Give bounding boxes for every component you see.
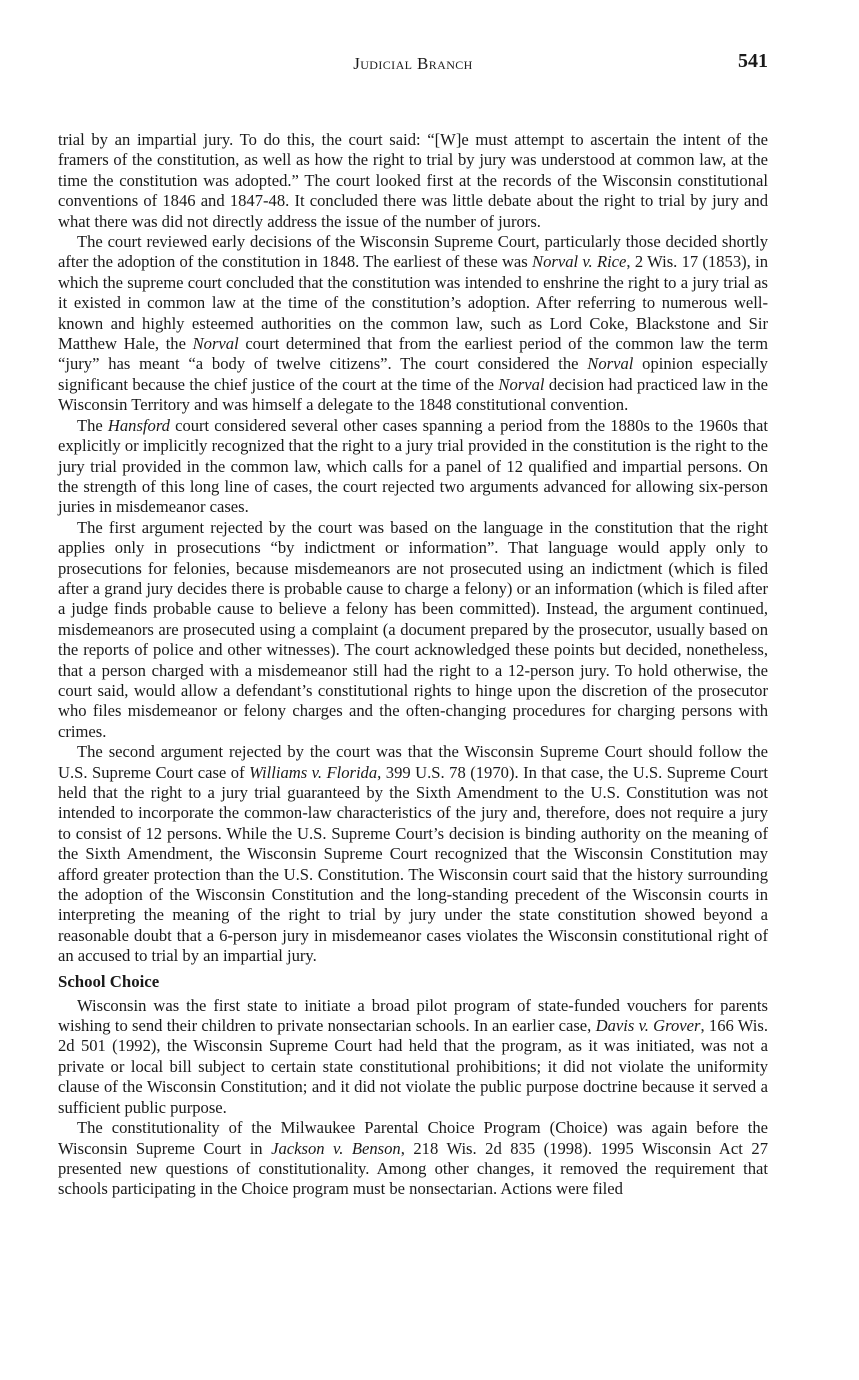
text-run: court determined that from the earliest period of the common law the term “jury” has meant “a body of twelve citizens”. The court considered the bbox=[58, 334, 768, 374]
text-run: , 2 Wis. 17 (1853), in which the supreme court concluded that the constitution was intended to enshrine the right to a jury trial as it existed in common law at the time of the constitution’s adoption. After referring to numerous well-known and highly esteemed authorities on the common law, such as Lord Coke, Blackstone and Sir Matthew Hale, the bbox=[58, 252, 768, 354]
case-name-italic: Norval bbox=[498, 374, 545, 394]
text-run: court considered several other cases spanning a period from the 1880s to the 1960s that explicitly or implicitly recognized that the right to a jury trial provided in the constitution is the right to the jury trial provided in the common law, which calls for a panel of 12 qualified and impartial persons. On the strength of this long line of cases, the court rejected two arguments advanced for allowing six-person juries in misdemeanor cases. bbox=[58, 415, 768, 517]
paragraph bbox=[58, 742, 768, 966]
case-name-italic: Williams v. Florida bbox=[249, 762, 378, 782]
text-run: The constitutionality of the Milwaukee Parental Choice Program (Choice) was again before the Wisconsin Supreme Court in bbox=[58, 1118, 768, 1158]
page-header bbox=[58, 50, 768, 80]
case-name-italic: Hansford bbox=[107, 415, 170, 435]
running-head: Judicial Branch bbox=[353, 54, 473, 73]
page-number: 541 bbox=[738, 50, 768, 72]
body-text bbox=[58, 130, 768, 1200]
text-run: , 166 Wis. 2d 501 (1992), the Wisconsin Supreme Court had held that the program, as it was initiated, was not a private or local bill subject to certain state constitutional prohibitions; it did not violate the uniformity clause of the Wisconsin Constitution; and it did not violate the public purpose doctrine because it served a sufficient public purpose. bbox=[58, 1016, 768, 1117]
paragraph bbox=[58, 232, 768, 416]
text-run: Wisconsin was the first state to initiate a broad pilot program of state-funded vouchers for parents wishing to send their children to private nonsectarian schools. In an earlier case, bbox=[58, 995, 768, 1036]
case-name-italic: Davis v. Grover bbox=[595, 1016, 701, 1036]
paragraph bbox=[58, 416, 768, 518]
text-run: decision had practiced law in the Wisconsin Territory and was himself a delegate to the 1848 constitutional convention. bbox=[58, 374, 769, 415]
case-name-italic: Norval bbox=[587, 354, 634, 374]
case-name-italic: Norval v. Rice bbox=[532, 252, 627, 272]
text-run: The second argument rejected by the court was that the Wisconsin Supreme Court should follow the U.S. Supreme Court case of bbox=[58, 742, 768, 782]
text-run: The court reviewed early decisions of the Wisconsin Supreme Court, particularly those decided shortly after the adoption of the constitution in 1848. The earliest of these was bbox=[58, 232, 768, 272]
paragraph bbox=[58, 518, 768, 742]
text-run: trial by an impartial jury. To do this, the court said: “[W]e must attempt to ascertain the intent of the framers of the constitution, as well as how the right to trial by jury was understood at common law, at the time the constitution was adopted.” The court looked first at the records of the Wisconsin constitutional conventions of 1846 and 1847-48. It concluded there was little debate about the right to trial by jury and what there was did not directly address the issue of the number of jurors. bbox=[58, 130, 768, 231]
text-run: , 218 Wis. 2d 835 (1998). 1995 Wisconsin Act 27 presented new questions of constitutionality. Among other changes, it removed the requirement that schools participating in the Choice program must be nonsectarian. Actions were filed bbox=[58, 1138, 768, 1199]
text-run: opinion especially significant because the chief justice of the court at the time of the bbox=[58, 354, 768, 394]
section-heading: School Choice bbox=[58, 971, 160, 991]
case-name-italic: Jackson v. Benson bbox=[271, 1138, 401, 1158]
text-run: The first argument rejected by the court was based on the language in the constitution that the right applies only in prosecutions “by indictment or information”. That language would apply only to prosecutions for felonies, because misdemeanors are not prosecuted using an indictment (which is filed after a grand jury decides there is probable cause to charge a felony) or an information (which is filed after a judge finds probable cause to believe a felony has been committed). Instead, the argument continued, misdemeanors are prosecuted using a complaint (a document prepared by the prosecutor, usually based on the reports of police and other witnesses). The court acknowledged these points but decided, nonetheless, that a person charged with a misdemeanor still had the right to a 12-person jury. To hold otherwise, the court said, would allow a defendant’s constitutional rights to hinge upon the discretion of the prosecutor who files misdemeanor or felony charges and the often-changing procedures for charging persons with crimes. bbox=[58, 517, 768, 741]
case-name-italic: Norval bbox=[192, 334, 239, 354]
paragraph bbox=[58, 996, 768, 1118]
paragraph bbox=[58, 130, 768, 232]
text-run: The bbox=[77, 415, 108, 435]
paragraph bbox=[58, 1118, 768, 1200]
text-run: , 399 U.S. 78 (1970). In that case, the U.S. Supreme Court held that the right to a jury trial guaranteed by the Sixth Amendment to the U.S. Constitution was not intended to incorporate the common-law characteristics of the jury and, therefore, does not require a jury to consist of 12 persons. While the U.S. Supreme Court’s decision is binding authority on the meaning of the Sixth Amendment, the Wisconsin Supreme Court recognized that the Wisconsin Constitution may afford greater protection than the U.S. Constitution. The Wisconsin court said that the history surrounding the adoption of the Wisconsin Constitution and the long-standing precedent of the Wisconsin courts in interpreting the meaning of the right to trial by jury under the state constitution showed beyond a reasonable doubt that a 6-person jury in misdemeanor cases violates the Wisconsin constitutional right of an accused to trial by an impartial jury. bbox=[58, 762, 768, 966]
